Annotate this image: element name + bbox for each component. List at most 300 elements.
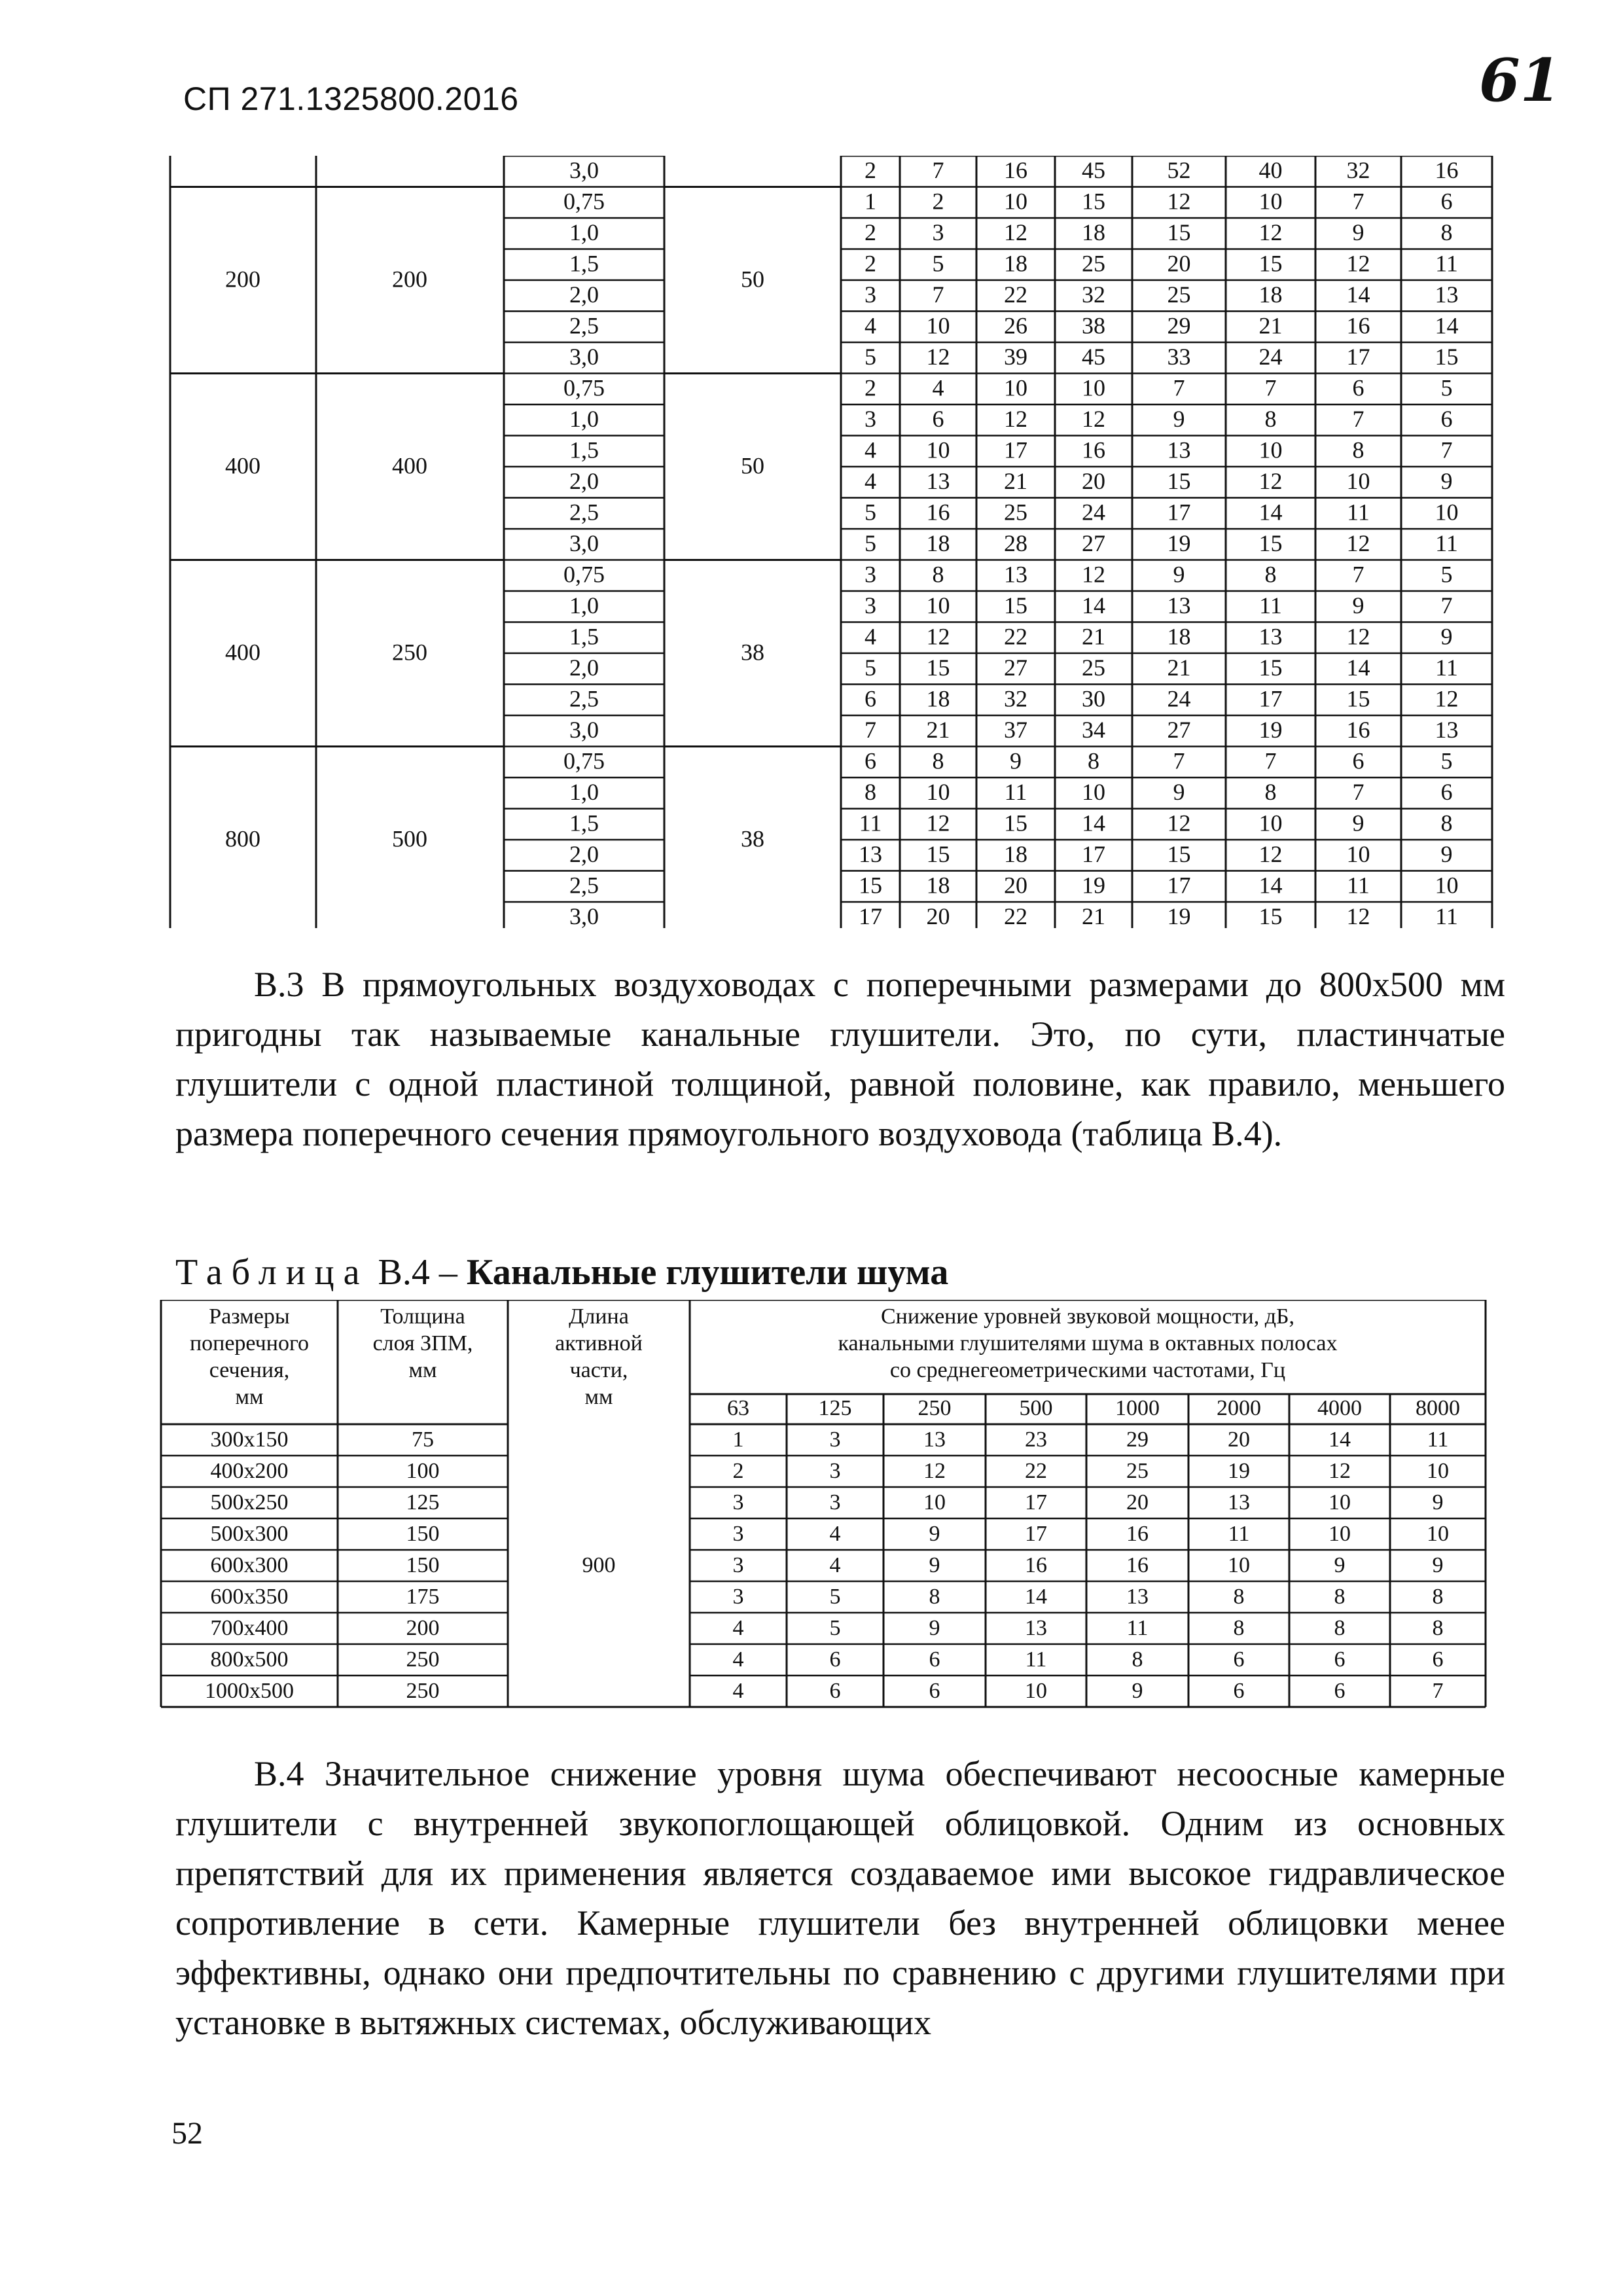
value-cell: 45 bbox=[1082, 344, 1105, 370]
value-cell: 4 bbox=[865, 468, 876, 495]
value-cell: 12 bbox=[926, 623, 950, 650]
value-cell: 16 bbox=[1082, 437, 1105, 463]
value-cell: 8 bbox=[1233, 1584, 1245, 1609]
value-cell: 13 bbox=[1126, 1584, 1149, 1609]
value-cell: 8 bbox=[1132, 1647, 1143, 1672]
value-cell: 7 bbox=[1264, 374, 1277, 401]
value-cell: 19 bbox=[1082, 872, 1105, 899]
value-cell: 24 bbox=[1167, 685, 1191, 712]
header-reduction-line: со среднегеометрическими частотами, Гц bbox=[889, 1357, 1286, 1382]
value-cell: 15 bbox=[1004, 592, 1027, 619]
value-cell: 6 bbox=[929, 1678, 940, 1703]
table-b3-continuation bbox=[169, 156, 1499, 928]
thickness-cell: 1,5 bbox=[569, 437, 599, 463]
value-cell: 7 bbox=[865, 717, 876, 744]
value-cell: 4 bbox=[829, 1552, 841, 1577]
value-cell: 17 bbox=[1346, 344, 1370, 370]
value-cell: 9 bbox=[1352, 592, 1364, 619]
value-cell: 11 bbox=[1435, 903, 1458, 928]
value-cell: 10 bbox=[926, 779, 950, 806]
thickness-cell: 1,0 bbox=[569, 219, 599, 246]
group-height: 200 bbox=[392, 266, 427, 293]
value-cell: 20 bbox=[1126, 1490, 1149, 1515]
value-cell: 15 bbox=[1258, 655, 1283, 681]
value-cell: 16 bbox=[1126, 1521, 1149, 1546]
value-cell: 10 bbox=[1329, 1521, 1351, 1546]
value-cell: 6 bbox=[929, 1647, 940, 1672]
value-cell: 16 bbox=[1435, 157, 1459, 184]
value-cell: 15 bbox=[1167, 841, 1191, 868]
value-cell: 15 bbox=[1435, 344, 1459, 370]
header-thickness-line: мм bbox=[408, 1357, 437, 1382]
value-cell: 11 bbox=[1435, 655, 1458, 681]
group-length: 50 bbox=[741, 266, 764, 293]
value-cell: 7 bbox=[1173, 747, 1185, 774]
value-cell: 6 bbox=[1352, 747, 1364, 774]
value-cell: 7 bbox=[1352, 561, 1364, 588]
value-cell: 14 bbox=[1346, 655, 1370, 681]
value-cell: 1 bbox=[732, 1427, 744, 1452]
value-cell: 10 bbox=[1435, 499, 1459, 526]
value-cell: 8 bbox=[932, 747, 944, 774]
value-cell: 5 bbox=[829, 1615, 841, 1640]
value-cell: 12 bbox=[1346, 530, 1370, 557]
value-cell: 11 bbox=[1126, 1615, 1149, 1640]
value-cell: 3 bbox=[732, 1552, 744, 1577]
thickness-cell: 3,0 bbox=[569, 344, 599, 370]
value-cell: 11 bbox=[859, 810, 882, 836]
value-cell: 29 bbox=[1167, 312, 1191, 339]
value-cell: 29 bbox=[1126, 1427, 1149, 1452]
value-cell: 8 bbox=[1264, 406, 1277, 433]
value-cell: 9 bbox=[1440, 623, 1453, 650]
header-length-line: мм bbox=[584, 1384, 613, 1409]
value-cell: 5 bbox=[865, 499, 876, 526]
group-width: 200 bbox=[225, 266, 260, 293]
thickness-cell: 2,0 bbox=[569, 655, 599, 681]
value-cell: 18 bbox=[926, 685, 950, 712]
value-cell: 13 bbox=[859, 841, 882, 868]
size-cell: 600х300 bbox=[210, 1552, 289, 1577]
value-cell: 12 bbox=[1258, 841, 1283, 868]
frequency-header-cell: 2000 bbox=[1217, 1395, 1261, 1420]
thickness-cell: 2,5 bbox=[569, 872, 599, 899]
value-cell: 12 bbox=[1329, 1458, 1351, 1483]
value-cell: 11 bbox=[1228, 1521, 1250, 1546]
value-cell: 4 bbox=[829, 1521, 841, 1546]
value-cell: 3 bbox=[732, 1521, 744, 1546]
value-cell: 7 bbox=[1432, 1678, 1444, 1703]
value-cell: 16 bbox=[1025, 1552, 1047, 1577]
value-cell: 39 bbox=[1004, 344, 1027, 370]
caption-number: В.4 – bbox=[378, 1252, 457, 1293]
frequency-header-cell: 4000 bbox=[1317, 1395, 1362, 1420]
value-cell: 9 bbox=[929, 1521, 940, 1546]
value-cell: 10 bbox=[1346, 468, 1370, 495]
value-cell: 5 bbox=[932, 250, 944, 277]
value-cell: 2 bbox=[932, 188, 944, 215]
value-cell: 15 bbox=[1346, 685, 1370, 712]
thickness-cell: 250 bbox=[406, 1678, 440, 1703]
thickness-cell: 2,0 bbox=[569, 468, 599, 495]
value-cell: 20 bbox=[926, 903, 950, 928]
value-cell: 17 bbox=[1082, 841, 1105, 868]
thickness-cell: 1,5 bbox=[569, 250, 599, 277]
value-cell: 6 bbox=[829, 1678, 841, 1703]
thickness-cell: 75 bbox=[412, 1427, 434, 1452]
header-length-line: Длина bbox=[569, 1304, 629, 1329]
thickness-cell: 2,5 bbox=[569, 312, 599, 339]
value-cell: 7 bbox=[1352, 779, 1364, 806]
value-cell: 10 bbox=[1435, 872, 1459, 899]
thickness-cell: 3,0 bbox=[569, 903, 599, 928]
value-cell: 10 bbox=[1025, 1678, 1047, 1703]
value-cell: 14 bbox=[1082, 810, 1105, 836]
value-cell: 22 bbox=[1004, 903, 1027, 928]
value-cell: 7 bbox=[932, 157, 944, 184]
thickness-cell: 200 bbox=[406, 1615, 440, 1640]
thickness-cell: 3,0 bbox=[569, 717, 599, 744]
value-cell: 10 bbox=[1329, 1490, 1351, 1515]
value-cell: 13 bbox=[1025, 1615, 1047, 1640]
value-cell: 3 bbox=[865, 592, 876, 619]
group-height: 500 bbox=[392, 825, 427, 852]
caption-title: Канальные глушители шума bbox=[466, 1252, 949, 1293]
value-cell: 45 bbox=[1082, 157, 1105, 184]
value-cell: 4 bbox=[732, 1615, 744, 1640]
value-cell: 2 bbox=[865, 219, 876, 246]
value-cell: 8 bbox=[1088, 747, 1099, 774]
value-cell: 21 bbox=[1082, 903, 1105, 928]
value-cell: 5 bbox=[1440, 747, 1453, 774]
value-cell: 5 bbox=[1440, 374, 1453, 401]
value-cell: 18 bbox=[1004, 841, 1027, 868]
group-width: 400 bbox=[225, 452, 260, 479]
thickness-cell: 175 bbox=[406, 1584, 440, 1609]
value-cell: 15 bbox=[926, 841, 950, 868]
value-cell: 6 bbox=[1233, 1647, 1245, 1672]
value-cell: 7 bbox=[932, 281, 944, 308]
value-cell: 25 bbox=[1167, 281, 1191, 308]
size-cell: 1000х500 bbox=[205, 1678, 294, 1703]
value-cell: 26 bbox=[1004, 312, 1027, 339]
value-cell: 18 bbox=[1004, 250, 1027, 277]
value-cell: 14 bbox=[1082, 592, 1105, 619]
header-thickness-line: слоя ЗПМ, bbox=[372, 1331, 473, 1355]
value-cell: 3 bbox=[732, 1584, 744, 1609]
value-cell: 10 bbox=[926, 437, 950, 463]
value-cell: 15 bbox=[1167, 219, 1191, 246]
value-cell: 19 bbox=[1167, 903, 1191, 928]
value-cell: 4 bbox=[932, 374, 944, 401]
value-cell: 18 bbox=[926, 872, 950, 899]
value-cell: 12 bbox=[923, 1458, 946, 1483]
size-cell: 500х250 bbox=[210, 1490, 289, 1515]
value-cell: 4 bbox=[732, 1647, 744, 1672]
value-cell: 8 bbox=[1352, 437, 1364, 463]
value-cell: 15 bbox=[1167, 468, 1191, 495]
value-cell: 16 bbox=[1346, 312, 1370, 339]
value-cell: 10 bbox=[926, 312, 950, 339]
header-length-line: части, bbox=[569, 1357, 628, 1382]
value-cell: 9 bbox=[929, 1615, 940, 1640]
value-cell: 21 bbox=[1004, 468, 1027, 495]
value-cell: 12 bbox=[1082, 406, 1105, 433]
value-cell: 2 bbox=[865, 157, 876, 184]
value-cell: 5 bbox=[829, 1584, 841, 1609]
size-cell: 700х400 bbox=[210, 1615, 289, 1640]
value-cell: 4 bbox=[865, 312, 876, 339]
value-cell: 13 bbox=[923, 1427, 946, 1452]
value-cell: 3 bbox=[829, 1490, 841, 1515]
value-cell: 21 bbox=[1258, 312, 1283, 339]
value-cell: 15 bbox=[1258, 250, 1283, 277]
value-cell: 21 bbox=[1167, 655, 1191, 681]
value-cell: 3 bbox=[865, 281, 876, 308]
value-cell: 10 bbox=[1228, 1552, 1250, 1577]
value-cell: 8 bbox=[1432, 1615, 1444, 1640]
value-cell: 19 bbox=[1258, 717, 1283, 744]
value-cell: 14 bbox=[1435, 312, 1459, 339]
header-size-line: мм bbox=[235, 1384, 264, 1409]
value-cell: 37 bbox=[1004, 717, 1027, 744]
value-cell: 17 bbox=[1167, 872, 1191, 899]
value-cell: 9 bbox=[1352, 810, 1364, 836]
value-cell: 21 bbox=[926, 717, 950, 744]
group-width: 400 bbox=[225, 639, 260, 666]
size-cell: 800х500 bbox=[210, 1647, 289, 1672]
value-cell: 24 bbox=[1258, 344, 1283, 370]
thickness-cell: 1,0 bbox=[569, 592, 599, 619]
value-cell: 33 bbox=[1167, 344, 1191, 370]
thickness-cell: 2,0 bbox=[569, 281, 599, 308]
value-cell: 14 bbox=[1329, 1427, 1351, 1452]
handwritten-page-number: 61 bbox=[1479, 46, 1561, 115]
value-cell: 10 bbox=[1082, 779, 1105, 806]
size-cell: 500х300 bbox=[210, 1521, 289, 1546]
value-cell: 52 bbox=[1167, 157, 1191, 184]
value-cell: 8 bbox=[932, 561, 944, 588]
value-cell: 10 bbox=[1427, 1521, 1449, 1546]
frequency-header-cell: 63 bbox=[727, 1395, 749, 1420]
value-cell: 6 bbox=[1440, 779, 1453, 806]
value-cell: 11 bbox=[1347, 499, 1370, 526]
value-cell: 24 bbox=[1082, 499, 1105, 526]
value-cell: 2 bbox=[732, 1458, 744, 1483]
value-cell: 9 bbox=[1173, 406, 1185, 433]
value-cell: 5 bbox=[865, 655, 876, 681]
size-cell: 600х350 bbox=[210, 1584, 289, 1609]
value-cell: 6 bbox=[1334, 1647, 1346, 1672]
value-cell: 8 bbox=[1432, 1584, 1444, 1609]
group-length: 38 bbox=[741, 639, 764, 666]
value-cell: 7 bbox=[1352, 188, 1364, 215]
value-cell: 5 bbox=[1440, 561, 1453, 588]
value-cell: 13 bbox=[1004, 561, 1027, 588]
value-cell: 12 bbox=[1004, 406, 1027, 433]
value-cell: 28 bbox=[1004, 530, 1027, 557]
value-cell: 3 bbox=[732, 1490, 744, 1515]
value-cell: 12 bbox=[1346, 250, 1370, 277]
value-cell: 22 bbox=[1025, 1458, 1047, 1483]
value-cell: 6 bbox=[1334, 1678, 1346, 1703]
value-cell: 13 bbox=[1258, 623, 1283, 650]
value-cell: 20 bbox=[1228, 1427, 1250, 1452]
value-cell: 9 bbox=[1010, 747, 1022, 774]
value-cell: 18 bbox=[1258, 281, 1283, 308]
value-cell: 34 bbox=[1082, 717, 1105, 744]
value-cell: 10 bbox=[1004, 188, 1027, 215]
value-cell: 13 bbox=[1167, 592, 1191, 619]
value-cell: 6 bbox=[1233, 1678, 1245, 1703]
value-cell: 11 bbox=[1347, 872, 1370, 899]
value-cell: 12 bbox=[1346, 903, 1370, 928]
header-size-line: сечения, bbox=[209, 1357, 290, 1382]
value-cell: 30 bbox=[1082, 685, 1105, 712]
value-cell: 6 bbox=[1440, 406, 1453, 433]
value-cell: 9 bbox=[1432, 1552, 1444, 1577]
value-cell: 25 bbox=[1004, 499, 1027, 526]
value-cell: 10 bbox=[1258, 188, 1283, 215]
value-cell: 14 bbox=[1258, 499, 1283, 526]
value-cell: 3 bbox=[865, 561, 876, 588]
group-height: 250 bbox=[392, 639, 427, 666]
value-cell: 21 bbox=[1082, 623, 1105, 650]
group-height: 400 bbox=[392, 452, 427, 479]
thickness-cell: 150 bbox=[406, 1521, 440, 1546]
thickness-cell: 250 bbox=[406, 1647, 440, 1672]
value-cell: 15 bbox=[1082, 188, 1105, 215]
value-cell: 6 bbox=[829, 1647, 841, 1672]
value-cell: 27 bbox=[1167, 717, 1191, 744]
value-cell: 13 bbox=[926, 468, 950, 495]
value-cell: 12 bbox=[926, 344, 950, 370]
header-reduction-line: канальными глушителями шума в октавных полосах bbox=[838, 1331, 1338, 1355]
value-cell: 19 bbox=[1228, 1458, 1250, 1483]
group-length: 38 bbox=[741, 825, 764, 852]
thickness-cell: 0,75 bbox=[563, 561, 605, 588]
value-cell: 6 bbox=[865, 747, 876, 774]
value-cell: 15 bbox=[926, 655, 950, 681]
value-cell: 22 bbox=[1004, 281, 1027, 308]
value-cell: 9 bbox=[1334, 1552, 1346, 1577]
value-cell: 8 bbox=[1264, 561, 1277, 588]
value-cell: 7 bbox=[1173, 374, 1185, 401]
value-cell: 8 bbox=[1334, 1615, 1346, 1640]
value-cell: 14 bbox=[1025, 1584, 1047, 1609]
group-width: 800 bbox=[225, 825, 260, 852]
active-length-cell: 900 bbox=[582, 1552, 616, 1577]
value-cell: 20 bbox=[1004, 872, 1027, 899]
value-cell: 12 bbox=[1435, 685, 1459, 712]
value-cell: 10 bbox=[1082, 374, 1105, 401]
value-cell: 5 bbox=[865, 344, 876, 370]
value-cell: 9 bbox=[1132, 1678, 1143, 1703]
value-cell: 8 bbox=[1440, 219, 1453, 246]
value-cell: 8 bbox=[1264, 779, 1277, 806]
value-cell: 20 bbox=[1167, 250, 1191, 277]
value-cell: 17 bbox=[1025, 1490, 1047, 1515]
thickness-cell: 2,0 bbox=[569, 841, 599, 868]
value-cell: 17 bbox=[1258, 685, 1283, 712]
value-cell: 20 bbox=[1082, 468, 1105, 495]
value-cell: 15 bbox=[859, 872, 882, 899]
value-cell: 13 bbox=[1435, 281, 1459, 308]
page-number: 52 bbox=[171, 2116, 203, 2151]
value-cell: 25 bbox=[1126, 1458, 1149, 1483]
value-cell: 10 bbox=[923, 1490, 946, 1515]
value-cell: 4 bbox=[865, 437, 876, 463]
value-cell: 12 bbox=[1167, 810, 1191, 836]
value-cell: 12 bbox=[1167, 188, 1191, 215]
value-cell: 16 bbox=[926, 499, 950, 526]
caption-label: Таблица bbox=[175, 1252, 369, 1293]
thickness-cell: 0,75 bbox=[563, 747, 605, 774]
group-length: 50 bbox=[741, 452, 764, 479]
value-cell: 12 bbox=[1346, 623, 1370, 650]
value-cell: 8 bbox=[865, 779, 876, 806]
value-cell: 1 bbox=[865, 188, 876, 215]
value-cell: 8 bbox=[1440, 810, 1453, 836]
value-cell: 6 bbox=[932, 406, 944, 433]
frequency-header-cell: 500 bbox=[1019, 1395, 1053, 1420]
value-cell: 6 bbox=[865, 685, 876, 712]
thickness-cell: 125 bbox=[406, 1490, 440, 1515]
thickness-cell: 0,75 bbox=[563, 188, 605, 215]
value-cell: 19 bbox=[1167, 530, 1191, 557]
value-cell: 22 bbox=[1004, 623, 1027, 650]
value-cell: 12 bbox=[1082, 561, 1105, 588]
value-cell: 3 bbox=[865, 406, 876, 433]
value-cell: 8 bbox=[1334, 1584, 1346, 1609]
value-cell: 13 bbox=[1167, 437, 1191, 463]
value-cell: 40 bbox=[1258, 157, 1283, 184]
value-cell: 16 bbox=[1346, 717, 1370, 744]
thickness-cell: 100 bbox=[406, 1458, 440, 1483]
thickness-cell: 3,0 bbox=[569, 157, 599, 184]
value-cell: 27 bbox=[1082, 530, 1105, 557]
frequency-header-cell: 8000 bbox=[1416, 1395, 1460, 1420]
table-b4-caption bbox=[175, 1251, 948, 1293]
value-cell: 32 bbox=[1346, 157, 1370, 184]
document-header: СП 271.1325800.2016 bbox=[183, 81, 519, 117]
size-cell: 400х200 bbox=[210, 1458, 289, 1483]
value-cell: 11 bbox=[1025, 1647, 1047, 1672]
value-cell: 10 bbox=[1004, 374, 1027, 401]
value-cell: 15 bbox=[1258, 903, 1283, 928]
value-cell: 10 bbox=[1258, 810, 1283, 836]
value-cell: 8 bbox=[1233, 1615, 1245, 1640]
thickness-cell: 3,0 bbox=[569, 530, 599, 557]
value-cell: 17 bbox=[1167, 499, 1191, 526]
header-thickness-line: Толщина bbox=[380, 1304, 465, 1329]
value-cell: 7 bbox=[1352, 406, 1364, 433]
paragraph-b3: В.3 В прямоугольных воздуховодах с поперечными размерами до 800х500 мм пригодны так называемые канальные глушители. Это, по сути, пластинчатые глушители с одной пластиной толщиной, равной половине, как правило, меньшего размера поперечного сечения прямоугольного воздуховода (таблица В.4). bbox=[175, 965, 1505, 1153]
value-cell: 9 bbox=[1432, 1490, 1444, 1515]
value-cell: 9 bbox=[1173, 779, 1185, 806]
value-cell: 4 bbox=[732, 1678, 744, 1703]
frequency-header-cell: 125 bbox=[818, 1395, 852, 1420]
value-cell: 11 bbox=[1259, 592, 1282, 619]
value-cell: 3 bbox=[932, 219, 944, 246]
value-cell: 6 bbox=[1432, 1647, 1444, 1672]
value-cell: 17 bbox=[859, 903, 882, 928]
thickness-cell: 150 bbox=[406, 1552, 440, 1577]
value-cell: 16 bbox=[1004, 157, 1027, 184]
thickness-cell: 1,5 bbox=[569, 810, 599, 836]
value-cell: 15 bbox=[1004, 810, 1027, 836]
value-cell: 7 bbox=[1440, 437, 1453, 463]
